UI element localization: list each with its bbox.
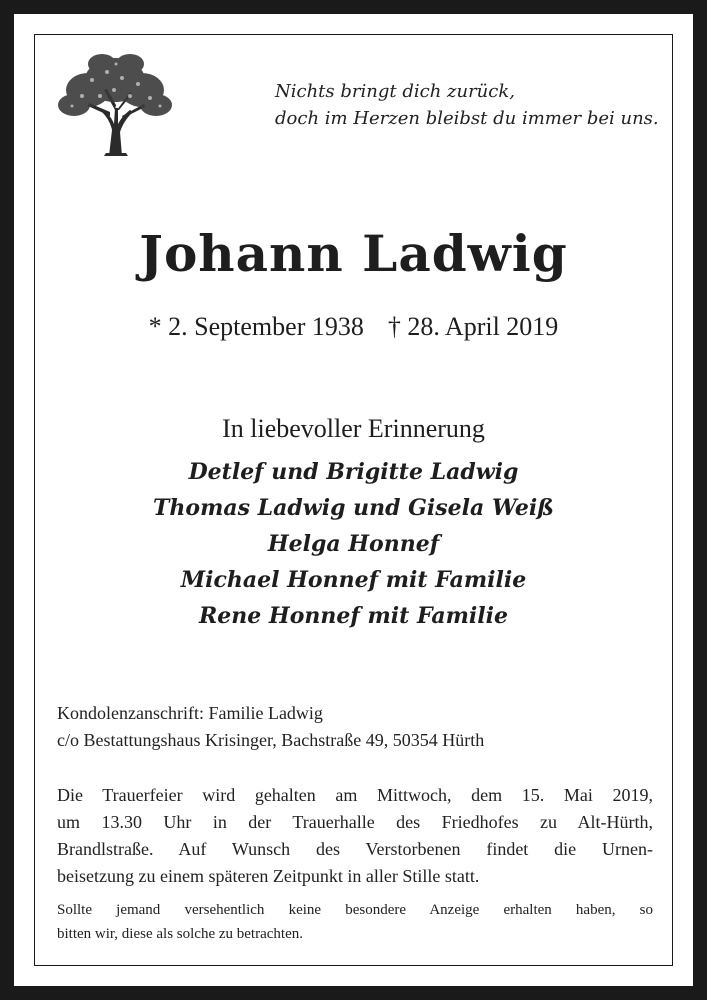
condolence-address xyxy=(57,700,657,754)
mourner: Detlef und Brigitte Ladwig xyxy=(188,459,519,485)
note-line: bitten wir, diese als solche zu betrachten. xyxy=(57,926,303,942)
note-line: Sollte jemand versehentlich keine besondere Anzeige erhalten haben, so xyxy=(57,902,653,918)
mourner: Helga Honnef xyxy=(267,531,440,557)
life-dates xyxy=(0,312,707,342)
death-date: † 28. April 2019 xyxy=(387,312,559,341)
mourner: Michael Honnef mit Familie xyxy=(180,567,527,593)
mourner: Rene Honnef mit Familie xyxy=(199,603,508,629)
mourners-list xyxy=(0,454,707,634)
ceremony-line: beisetzung zu einem späteren Zeitpunkt in aller Stille statt. xyxy=(57,866,480,886)
mourner: Thomas Ladwig und Gisela Weiß xyxy=(153,495,554,521)
memory-line: In liebevoller Erinnerung xyxy=(222,414,485,443)
quote-line: Nichts bringt dich zurück, xyxy=(275,81,515,102)
address-line: c/o Bestattungshaus Krisinger, Bachstraße 49, 50354 Hürth xyxy=(57,730,485,750)
ceremony-line: Die Trauerfeier wird gehalten am Mittwoch, dem 15. Mai 2019, xyxy=(57,785,653,805)
address-line: Kondolenzanschrift: Familie Ladwig xyxy=(57,703,323,723)
ceremony-info xyxy=(57,782,653,890)
tree-icon xyxy=(52,50,178,158)
birth-date: * 2. September 1938 xyxy=(148,312,364,341)
quote xyxy=(265,78,659,132)
notice-note xyxy=(57,898,653,946)
ceremony-line: um 13.30 Uhr in der Trauerhalle des Friedhofes zu Alt-Hürth, xyxy=(57,812,653,832)
deceased-name: Johann Ladwig xyxy=(139,224,568,283)
quote-line: doch im Herzen bleibst du immer bei uns. xyxy=(275,108,659,129)
ceremony-line: Brandlstraße. Auf Wunsch des Verstorbenen findet die Urnen- xyxy=(57,839,653,859)
